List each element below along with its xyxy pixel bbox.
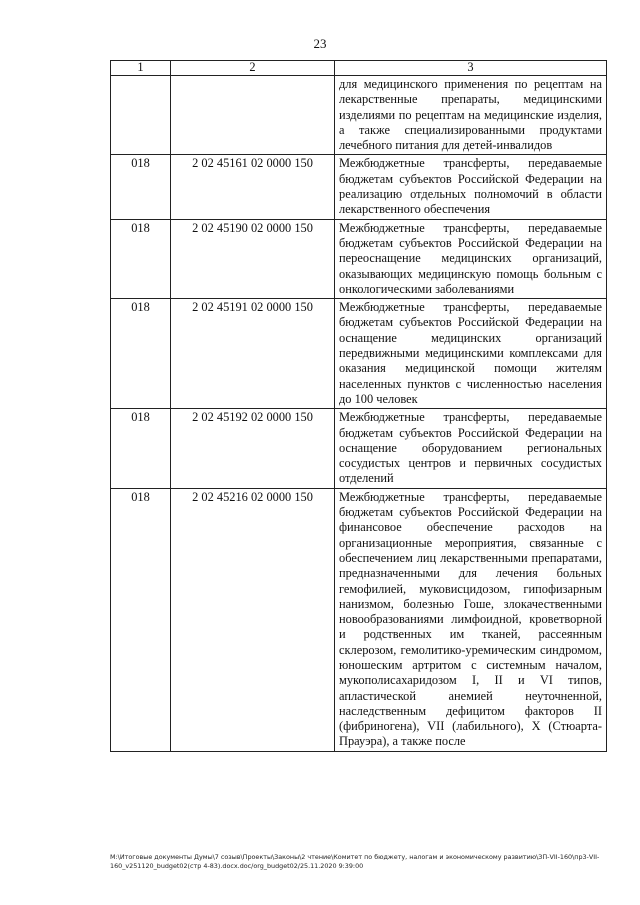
budget-code-cell: [171, 76, 335, 155]
budget-code-cell: 2 02 45192 02 0000 150: [171, 409, 335, 488]
table-header-row: [111, 61, 607, 76]
table-row: [111, 299, 607, 409]
budget-code-cell: 2 02 45191 02 0000 150: [171, 299, 335, 409]
description-cell: Межбюджетные трансферты, передаваемые бюджетам субъектов Российской Федерации на переоснащение медицинских организаций, оказывающих медицинскую помощь больным с онкологическими заболеваниями: [335, 219, 607, 298]
table-row: [111, 76, 607, 155]
budget-code-cell: 2 02 45190 02 0000 150: [171, 219, 335, 298]
column-header-3: 3: [335, 61, 607, 76]
page-number: 23: [313, 36, 327, 51]
admin-code-cell: [111, 76, 171, 155]
column-header-1: 1: [111, 61, 171, 76]
column-header-2: 2: [171, 61, 335, 76]
description-cell: Межбюджетные трансферты, передаваемые бюджетам субъектов Российской Федерации на оснащение оборудованием региональных сосудистых центров и первичных сосудистых отделений: [335, 409, 607, 488]
table-row: [111, 219, 607, 298]
description-cell: Межбюджетные трансферты, передаваемые бюджетам субъектов Российской Федерации на оснащение медицинских организаций передвижными медицинскими комплексами для оказания медицинской помощи жителям населенных пунктов с численностью населения до 100 человек: [335, 299, 607, 409]
budget-codes-table: [110, 60, 607, 752]
document-file-path-footer: M:\Итоговые документы Думы\7 созыв\Проекты\Законы\2 чтение\Комитет по бюджету, налогам и экономическому развитию\ЗП-VII-160\пр3-VII-160_v251120_budget02(стр 4-83).docx.doc/org_budget02/25.11.2020 9:39:00: [110, 853, 600, 870]
budget-code-cell: 2 02 45216 02 0000 150: [171, 488, 335, 751]
description-cell: Межбюджетные трансферты, передаваемые бюджетам субъектов Российской Федерации на реализацию отдельных полномочий в области лекарственного обеспечения: [335, 155, 607, 219]
budget-code-cell: 2 02 45161 02 0000 150: [171, 155, 335, 219]
admin-code-cell: 018: [111, 155, 171, 219]
table-row: [111, 409, 607, 488]
description-cell: для медицинского применения по рецептам на лекарственные препараты, медицинскими изделиями по рецептам на медицинские изделия, а также специализированными продуктами лечебного питания для детей-инвалидов: [335, 76, 607, 155]
table-row: [111, 488, 607, 751]
table-row: [111, 155, 607, 219]
admin-code-cell: 018: [111, 219, 171, 298]
admin-code-cell: 018: [111, 409, 171, 488]
admin-code-cell: 018: [111, 299, 171, 409]
admin-code-cell: 018: [111, 488, 171, 751]
description-cell: Межбюджетные трансферты, передаваемые бюджетам субъектов Российской Федерации на финансовое обеспечение расходов на организационные мероприятия, связанные с обеспечением лиц лекарственными препаратами, предназначенными для лечения больных гемофилией, муковисцидозом, гипофизарным нанизмом, болезнью Гоше, злокачественными новообразованиями лимфоидной, кроветворной и родственных им тканей, рассеянным склерозом, гемолитико-уремическим синдромом, юношеским артритом с системным началом, мукополисахаридозом I, II и VI типов, апластической анемией неуточненной, наследственным дефицитом факторов II (фибриногена), VII (лабильного), X (Стюарта-Прауэра), а также после: [335, 488, 607, 751]
